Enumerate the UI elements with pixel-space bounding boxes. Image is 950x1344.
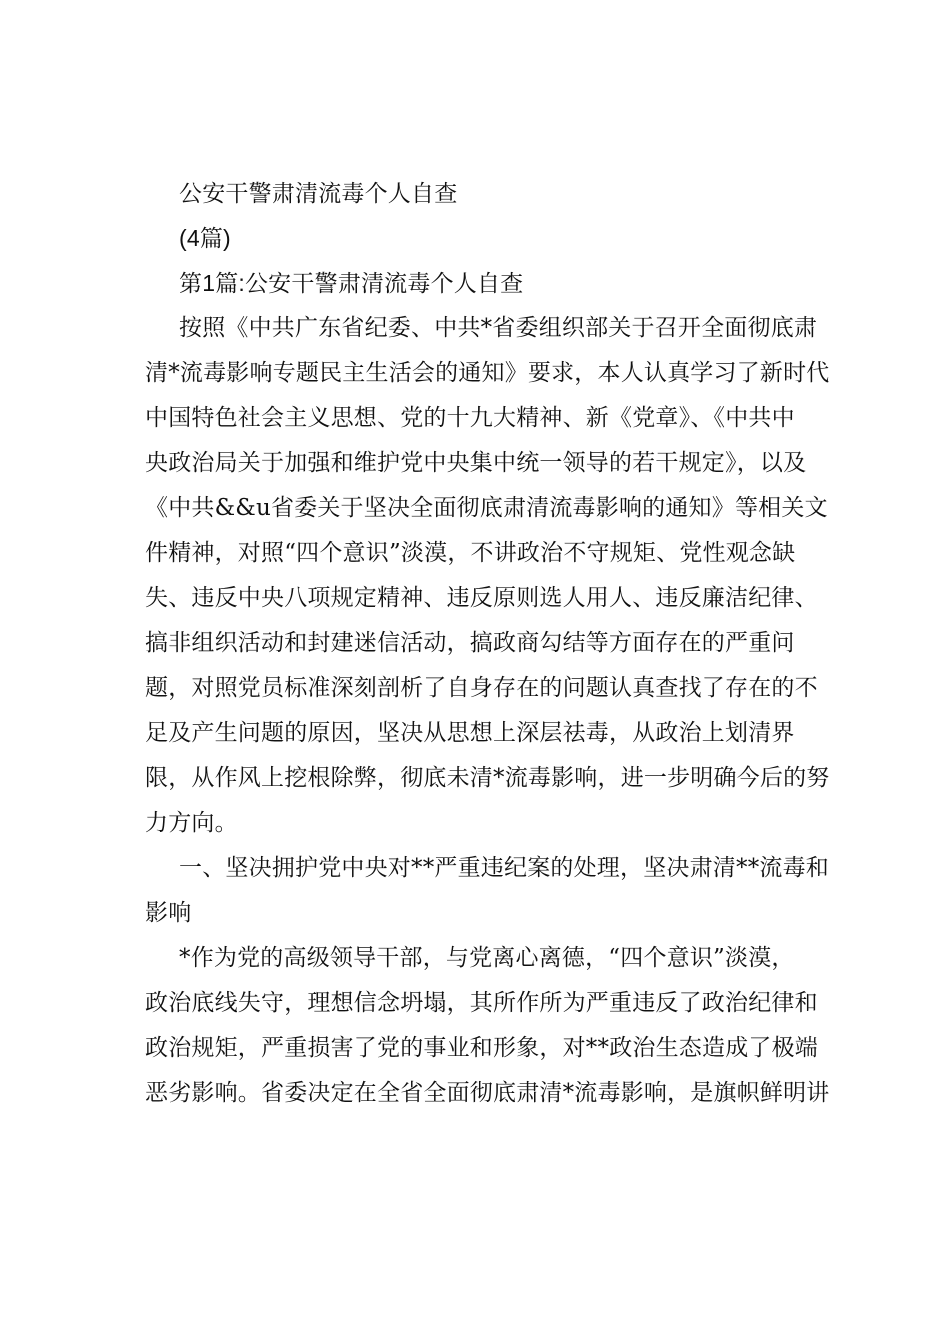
paragraph-line: 按照《中共广东省纪委、中共*省委组织部关于召开全面彻底肃	[179, 315, 818, 341]
paragraph-line: *作为党的高级领导干部，与党离心离德，“四个意识”淡漠，	[179, 945, 795, 971]
document-body	[145, 178, 830, 1123]
paragraph-line: 限，从作风上挖根除弊，彻底未清*流毒影响，进一步明确今后的努	[145, 765, 830, 791]
paragraph-line: 政治底线失守，理想信念坍塌，其所作所为严重违反了政治纪律和	[145, 990, 818, 1016]
paragraph-line: 央政治局关于加强和维护党中央集中统一领导的若干规定》，以及	[145, 450, 807, 476]
paragraph-3	[145, 943, 830, 1123]
article-count-note: (4篇)	[179, 225, 231, 251]
paragraph-line: 政治规矩，严重损害了党的事业和形象，对**政治生态造成了极端	[145, 1035, 818, 1061]
paragraph-line: 题，对照党员标准深刻剖析了自身存在的问题认真查找了存在的不	[145, 675, 818, 701]
document-title: 公安干警肃清流毒个人自查	[179, 180, 458, 206]
paragraph-line: 影响	[145, 900, 192, 926]
section-title: 第1篇:公安干警肃清流毒个人自查	[179, 270, 524, 296]
paragraph-line: 恶劣影响。省委决定在全省全面彻底肃清*流毒影响，是旗帜鲜明讲	[145, 1080, 830, 1106]
paragraph-line: 足及产生问题的原因，坚决从思想上深层祛毒，从政治上划清界	[145, 720, 795, 746]
paragraph-line: 件精神，对照“四个意识”淡漠，不讲政治不守规矩、党性观念缺	[145, 540, 796, 566]
paragraph-2-heading	[145, 853, 829, 943]
paragraph-line: 清*流毒影响专题民主生活会的通知》要求，本人认真学习了新时代	[145, 360, 830, 386]
paragraph-line: 力方向。	[145, 810, 238, 836]
paragraph-line: 搞非组织活动和封建迷信活动，搞政商勾结等方面存在的严重问	[145, 630, 795, 656]
paragraph-1	[145, 313, 830, 853]
paragraph-line: 中国特色社会主义思想、党的十九大精神、新《党章》、《中共中	[145, 405, 795, 431]
paragraph-line: 一、坚决拥护党中央对**严重违纪案的处理，坚决肃清**流毒和	[179, 855, 829, 881]
paragraph-line: 《中共&&u省委关于坚决全面彻底肃清流毒影响的通知》等相关文	[145, 495, 828, 521]
paragraph-line: 失、违反中央八项规定精神、违反原则选人用人、违反廉洁纪律、	[145, 585, 818, 611]
